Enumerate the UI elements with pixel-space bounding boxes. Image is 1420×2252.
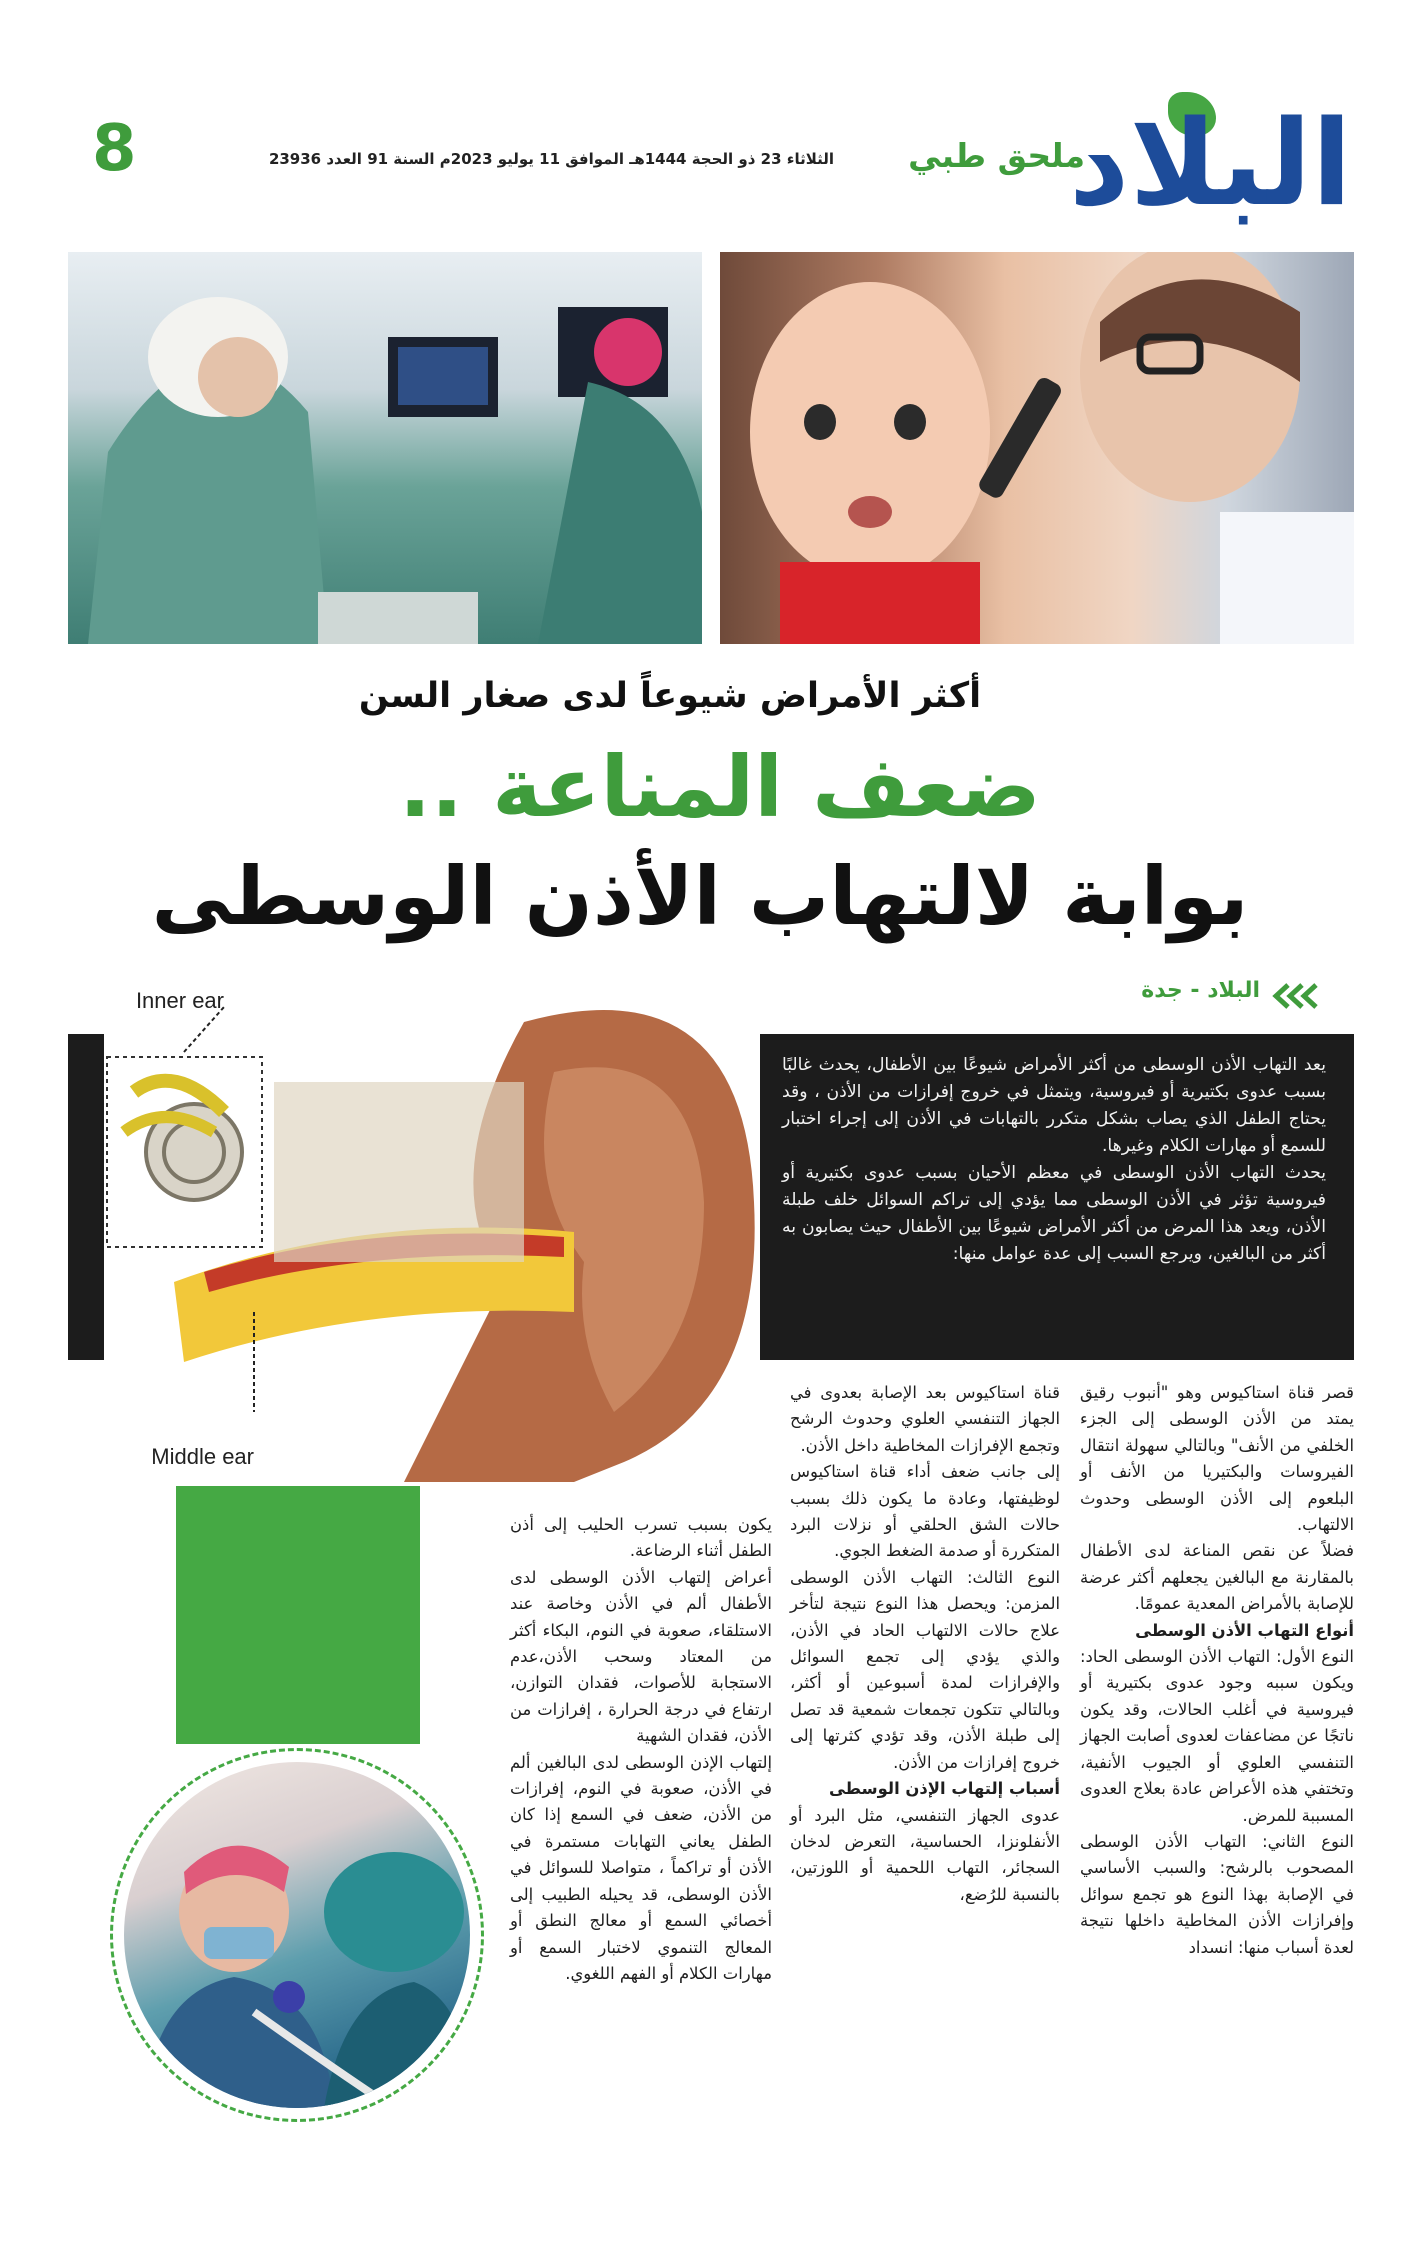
paragraph: فضلاً عن نقص المناعة لدى الأطفال بالمقارنة مع البالغين يجعلهم أكثر عرضة للإصابة بالأمراض المعدية عمومًا. — [1080, 1541, 1354, 1614]
ear-diagram-art — [104, 982, 756, 1482]
dateline: الثلاثاء 23 ذو الحجة 1444هـ الموافق 11 يوليو 2023م السنة 91 العدد 23936 — [268, 150, 834, 168]
paragraph: إلتهاب الإذن الوسطى لدى البالغين ألم في الأذن، صعوبة في النوم، إفرازات من الأذن، ضعف في السمع إذا كان الطفل يعاني التهابات مستمرة في الأذن أو تراكماً ، متواصلا للسوائل في الأذن الوسطى، قد يحيله الطبيب إلى أخصائي السمع أو معالج النطق أو المعالج التنموي لاختبار السمع أو مهارات الكلام أو الفهم اللغوي. — [510, 1752, 772, 1983]
paragraph: قصر قناة استاكيوس وهو "أنبوب رقيق يمتد من الأذن الوسطى إلى الجزء الخلفي من الأنف" وبالتالي سهولة انتقال الفيروسات والبكتيريا من الأنف أو البلعوم إلى الأذن الوسطى وحدوث الالتهاب. — [1080, 1383, 1354, 1535]
subheading: أسباب إلتهاب الإذن الوسطى — [828, 1779, 1060, 1799]
paragraph: أعراض إلتهاب الأذن الوسطى لدى الأطفال ألم في الأذن وخاصة عند الاستلقاء، صعوبة في النوم، البكاء أكثر من المعتاد وسحب الأذن،عدم الاستجابة للأصوات، فقدان التوازن، ارتفاع في درجة الحرارة ، إفرازات من الأذن، فقدان الشهية — [510, 1567, 772, 1746]
paragraph: قناة استاكيوس بعد الإصابة بعدوى في الجهاز التنفسي العلوي وحدوث الرشح وتجمع الإفرازات المخاطية داخل الأذن. — [790, 1383, 1060, 1455]
paragraph: النوع الثاني: التهاب الأذن الوسطى المصحوب بالرشح: والسبب الأساسي في الإصابة بهذا النوع هو تجمع سوائل وإفرازات الأذن المخاطية داخلها نتيجة لعدة أسباب منها: انسداد — [1080, 1831, 1354, 1957]
article-column-middle — [790, 1380, 1060, 1908]
surgery-room-photo — [68, 252, 702, 644]
inner-ear-label: Inner ear — [135, 988, 224, 1013]
page-number: 8 — [92, 112, 137, 186]
decorative-bar — [68, 1034, 104, 1360]
byline: البلاد - جدة — [1141, 978, 1260, 1003]
surgery-photo-art — [68, 252, 702, 644]
intro-paragraph: يعد التهاب الأذن الوسطى من أكثر الأمراض شيوعًا بين الأطفال، يحدث غالبًا بسبب عدوى بكتيرية أو فيروسية، ويتمثل في خروج إفرازات من الأذن ، وقد يحتاج الطفل الذي يصاب بشكل متكرر بالتهابات في الأذن إلى إجراء اختبار للسمع أو مهارات الكلام وغيرها. — [782, 1055, 1326, 1156]
paragraph: النوع الثالث: التهاب الأذن الوسطى المزمن: ويحصل هذا النوع نتيجة لتأخر علاج حالات الالتهاب الحاد في الأذن، والذي يؤدي إلى تجمع السوائل والإفرازات لمدة أسبوعين أو أكثر، وبالتالي تتكون تجمعات شمعية قد تصل إلى طبلة الأذن، وقد تؤدي كثرتها إلى خروج إفرازات من الأذن. — [790, 1567, 1060, 1772]
decorative-green-block — [176, 1486, 420, 1744]
surgeon-photo-art — [124, 1762, 470, 2108]
baby-photo-art — [720, 252, 1354, 644]
supplement-label: ملحق طبي — [908, 136, 1085, 175]
paragraph: إلى جانب ضعف أداء قناة استاكيوس لوظيفتها، وعادة ما يكون ذلك بسبب حالات الشق الحلقي أو نزلات البرد المتكررة أو صدمة الضغط الجوي. — [790, 1462, 1060, 1561]
ear-anatomy-diagram — [104, 982, 756, 1482]
newspaper-logo — [1068, 88, 1358, 238]
article-column-right — [1080, 1380, 1354, 1961]
intro-box — [760, 1034, 1354, 1360]
surgeon-photo — [124, 1762, 470, 2108]
headline-kicker: أكثر الأمراض شيوعاً لدى صغار السن — [358, 676, 982, 716]
paragraph: عدوى الجهاز التنفسي، مثل البرد أو الأنفلونزا، الحساسية، التعرض لدخان السجائر، التهاب اللحمية أو اللوزتين، بالنسبة للرُضع، — [790, 1805, 1060, 1904]
paragraph: يكون بسبب تسرب الحليب إلى أذن الطفل أثناء الرضاعة. — [510, 1515, 772, 1561]
middle-ear-label: Middle ear — [151, 1444, 254, 1469]
baby-ear-exam-photo — [720, 252, 1354, 644]
paragraph: النوع الأول: التهاب الأذن الوسطى الحاد: ويكون سببه وجود عدوى بكتيرية أو فيروسية في أغلب الحالات، وقد يكون ناتجًا عن مضاعفات لعدوى أصابت الجهاز التنفسي العلوي أو الجيوب الأنفية، وتختفي هذه الأعراض عادة بعلاج العدوى المسببة للمرض. — [1080, 1647, 1354, 1825]
intro-paragraph: يحدث التهاب الأذن الوسطى في معظم الأحيان بسبب عدوى بكتيرية أو فيروسية تؤثر في الأذن الوسطى مما يؤدي إلى تراكم السوائل خلف طبلة الأذن، ويعد هذا المرض من أكثر الأمراض شيوعًا بين الأطفال حيث يصابون به أكثر من البالغين، ويرجع السبب إلى عدة عوامل منها: — [782, 1163, 1326, 1264]
headline-main: ضعف المناعة .. — [399, 738, 1041, 836]
article-column-left — [510, 1512, 772, 1987]
subheading: أنواع التهاب الأذن الوسطى — [1135, 1620, 1354, 1640]
chevron-left-icon — [1270, 983, 1326, 1009]
logo-text: البلاد — [1068, 94, 1352, 232]
headline-sub: بوابة لالتهاب الأذن الوسطى — [151, 850, 1249, 943]
